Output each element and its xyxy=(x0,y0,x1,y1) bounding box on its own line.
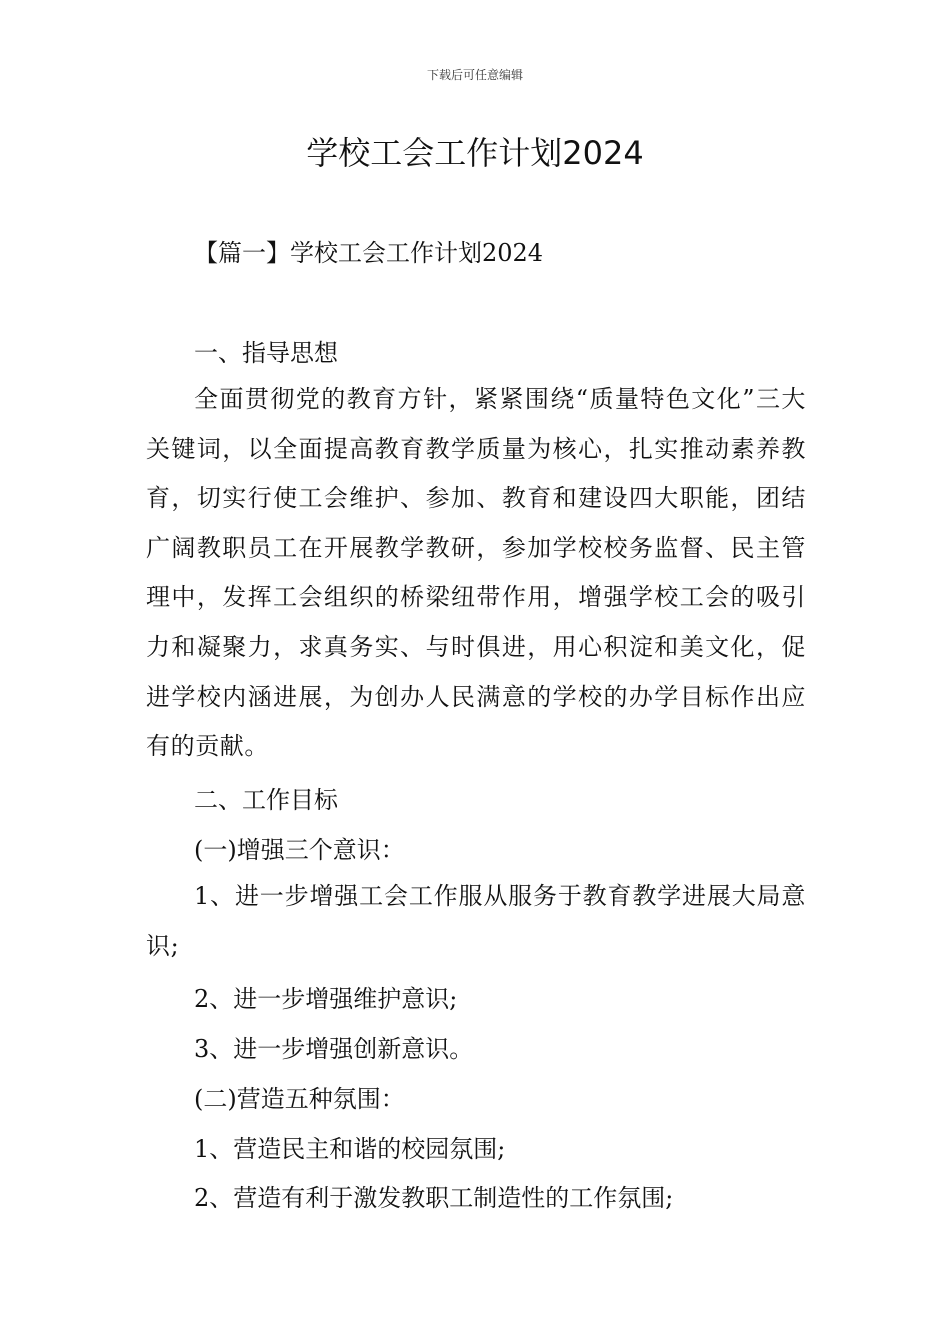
page-header-note: 下载后可任意编辑 xyxy=(426,68,523,82)
article-subtitle: 【篇一】学校工会工作计划2024 xyxy=(194,239,544,267)
subsection-heading-three-awareness: (一)增强三个意识： xyxy=(194,836,405,864)
section-heading-work-goals: 二、工作目标 xyxy=(194,786,338,814)
subsection-heading-five-atmospheres: (二)营造五种氛围： xyxy=(194,1085,405,1113)
list-item-atmosphere-2: 2、营造有利于激发教职工制造性的工作氛围; xyxy=(194,1184,674,1212)
document-title: 学校工会工作计划2024 xyxy=(306,134,644,172)
list-item-atmosphere-1: 1、营造民主和谐的校园氛围; xyxy=(194,1135,506,1163)
guiding-thought-paragraph: 全面贯彻党的教育方针，紧紧围绕“质量特色文化”三大关键词，以全面提高教育教学质量为核心，扎实推动素养教育，切实行使工会维护、参加、教育和建设四大职能，团结广阔教职员工在开展教学教研，参加学校校务监督、民主管理中，发挥工会组织的桥梁纽带作用，增强学校工会的吸引力和凝聚力，求真务实、与时俱进，用心积淀和美文化，促进学校内涵进展，为创办人民满意的学校的办学目标作出应有的贡献。 xyxy=(146,385,806,761)
list-item-awareness-3: 3、进一步增强创新意识。 xyxy=(194,1035,474,1063)
list-item-awareness-2: 2、进一步增强维护意识; xyxy=(194,985,458,1013)
list-item-awareness-1: 1、进一步增强工会工作服从服务于教育教学进展大局意识; xyxy=(146,882,806,960)
section-heading-guiding-thought: 一、指导思想 xyxy=(194,339,338,367)
